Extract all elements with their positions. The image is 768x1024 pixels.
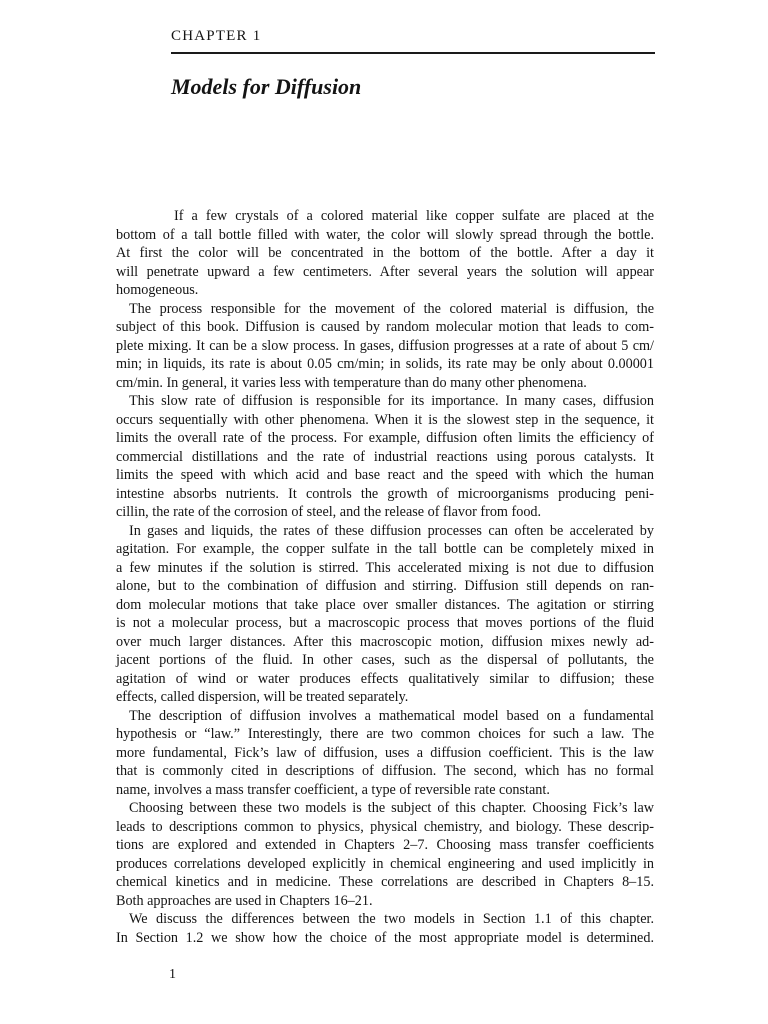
text-line: If a few crystals of a colored material like copper sulfate are placed at the [174,208,654,224]
chapter-title: Models for Diffusion [171,74,362,99]
text-line: We discuss the differences between the two models in Section 1.1 of this chapter. [129,911,654,927]
paragraph-6 [116,799,654,910]
text-line: In gases and liquids, the rates of these diffusion processes can often be accelerated by [129,522,654,539]
text-line: over much larger distances. After this macroscopic motion, diffusion mixes newly ad- [116,633,654,650]
text-line: cm/min. In general, it varies less with temperature than do many other phenomena. [116,374,587,391]
text-line: leads to descriptions common to physics, physical chemistry, and biology. These descrip- [116,818,654,835]
text-line: This slow rate of diffusion is responsible for its importance. In many cases, diffusion [129,393,654,409]
text-line: produces correlations developed explicitly in chemical engineering and used implicitly in [116,855,654,872]
text-line: cillin, the rate of the corrosion of steel, and the release of flavor from food. [116,504,542,520]
chapter-label: CHAPTER 1 [171,28,262,44]
text-line: intestine absorbs nutrients. It controls the growth of microorganisms producing peni- [116,485,654,502]
text-line: limits the speed with which acid and base react and the speed with which the human [116,467,654,483]
text-line: effects, called dispersion, will be treated separately. [116,689,409,705]
text-line: Choosing between these two models is the subject of this chapter. Choosing Fick’s law [129,800,654,816]
text-line: The process responsible for the movement of the colored material is diffusion, the [129,300,654,317]
text-line: In Section 1.2 we show how the choice of the most appropriate model is determined. [116,929,654,946]
text-line: name, involves a mass transfer coefficient, a type of reversible rate constant. [116,781,550,798]
paragraph-7 [116,910,654,947]
text-line: subject of this book. Diffusion is caused by random molecular motion that leads to com- [116,319,654,335]
text-line: agitation of wind or water produces effects qualitatively similar to diffusion; these [116,670,654,687]
paragraph-1 [116,207,654,300]
text-line: will penetrate upward a few centimeters. After several years the solution will appear [116,263,654,280]
body-text [116,207,654,947]
header-rule [171,52,655,54]
text-line: is not a molecular process, but a macroscopic process that moves portions of the fluid [116,615,654,631]
text-line: a few minutes if the solution is stirred. This accelerated mixing is not due to diffusion [116,559,654,576]
text-line: that is commonly cited in descriptions of diffusion. The second, which has no formal [116,763,654,779]
text-line: tions are explored and extended in Chapters 2–7. Choosing mass transfer coefficients [116,837,654,853]
text-line: hypothesis or “law.” Interestingly, there are two common choices for such a law. The [116,726,654,742]
text-line: alone, but to the combination of diffusion and stirring. Diffusion still depends on ran- [116,578,654,594]
page-number: 1 [169,967,176,982]
text-line: homogeneous. [116,282,199,298]
text-line: limits the overall rate of the process. For example, diffusion often limits the efficiency of [116,430,654,446]
text-line: The description of diffusion involves a mathematical model based on a fundamental [129,707,654,724]
text-line: Both approaches are used in Chapters 16–21. [116,892,373,909]
text-line: dom molecular motions that take place over smaller distances. The agitation or stirring [116,596,654,613]
text-line: At first the color will be concentrated in the bottom of the bottle. After a day it [116,245,654,261]
text-line: commercial distillations and the rate of industrial reactions using porous catalysts. It [116,448,654,465]
text-line: jacent portions of the fluid. In other cases, such as the dispersal of pollutants, the [116,652,654,668]
text-line: occurs sequentially with other phenomena. When it is the slowest step in the sequence, it [116,411,654,428]
text-line: min; in liquids, its rate is about 0.05 cm/min; in solids, its rate may be only about 0.00001 [116,356,654,372]
paragraph-5 [116,707,654,800]
paragraph-4 [116,522,654,707]
paragraph-3 [116,392,654,522]
text-line: bottom of a tall bottle filled with water, the color will slowly spread through the bottle. [116,226,654,243]
paragraph-2 [116,300,654,393]
text-line: chemical kinetics and in medicine. These correlations are described in Chapters 8–15. [116,874,654,890]
text-line: agitation. For example, the copper sulfate in the tall bottle can be completely mixed in [116,541,654,557]
text-line: more fundamental, Fick’s law of diffusion, uses a diffusion coefficient. This is the law [116,744,654,761]
text-line: plete mixing. It can be a slow process. In gases, diffusion progresses at a rate of about 5 cm/ [116,337,654,354]
